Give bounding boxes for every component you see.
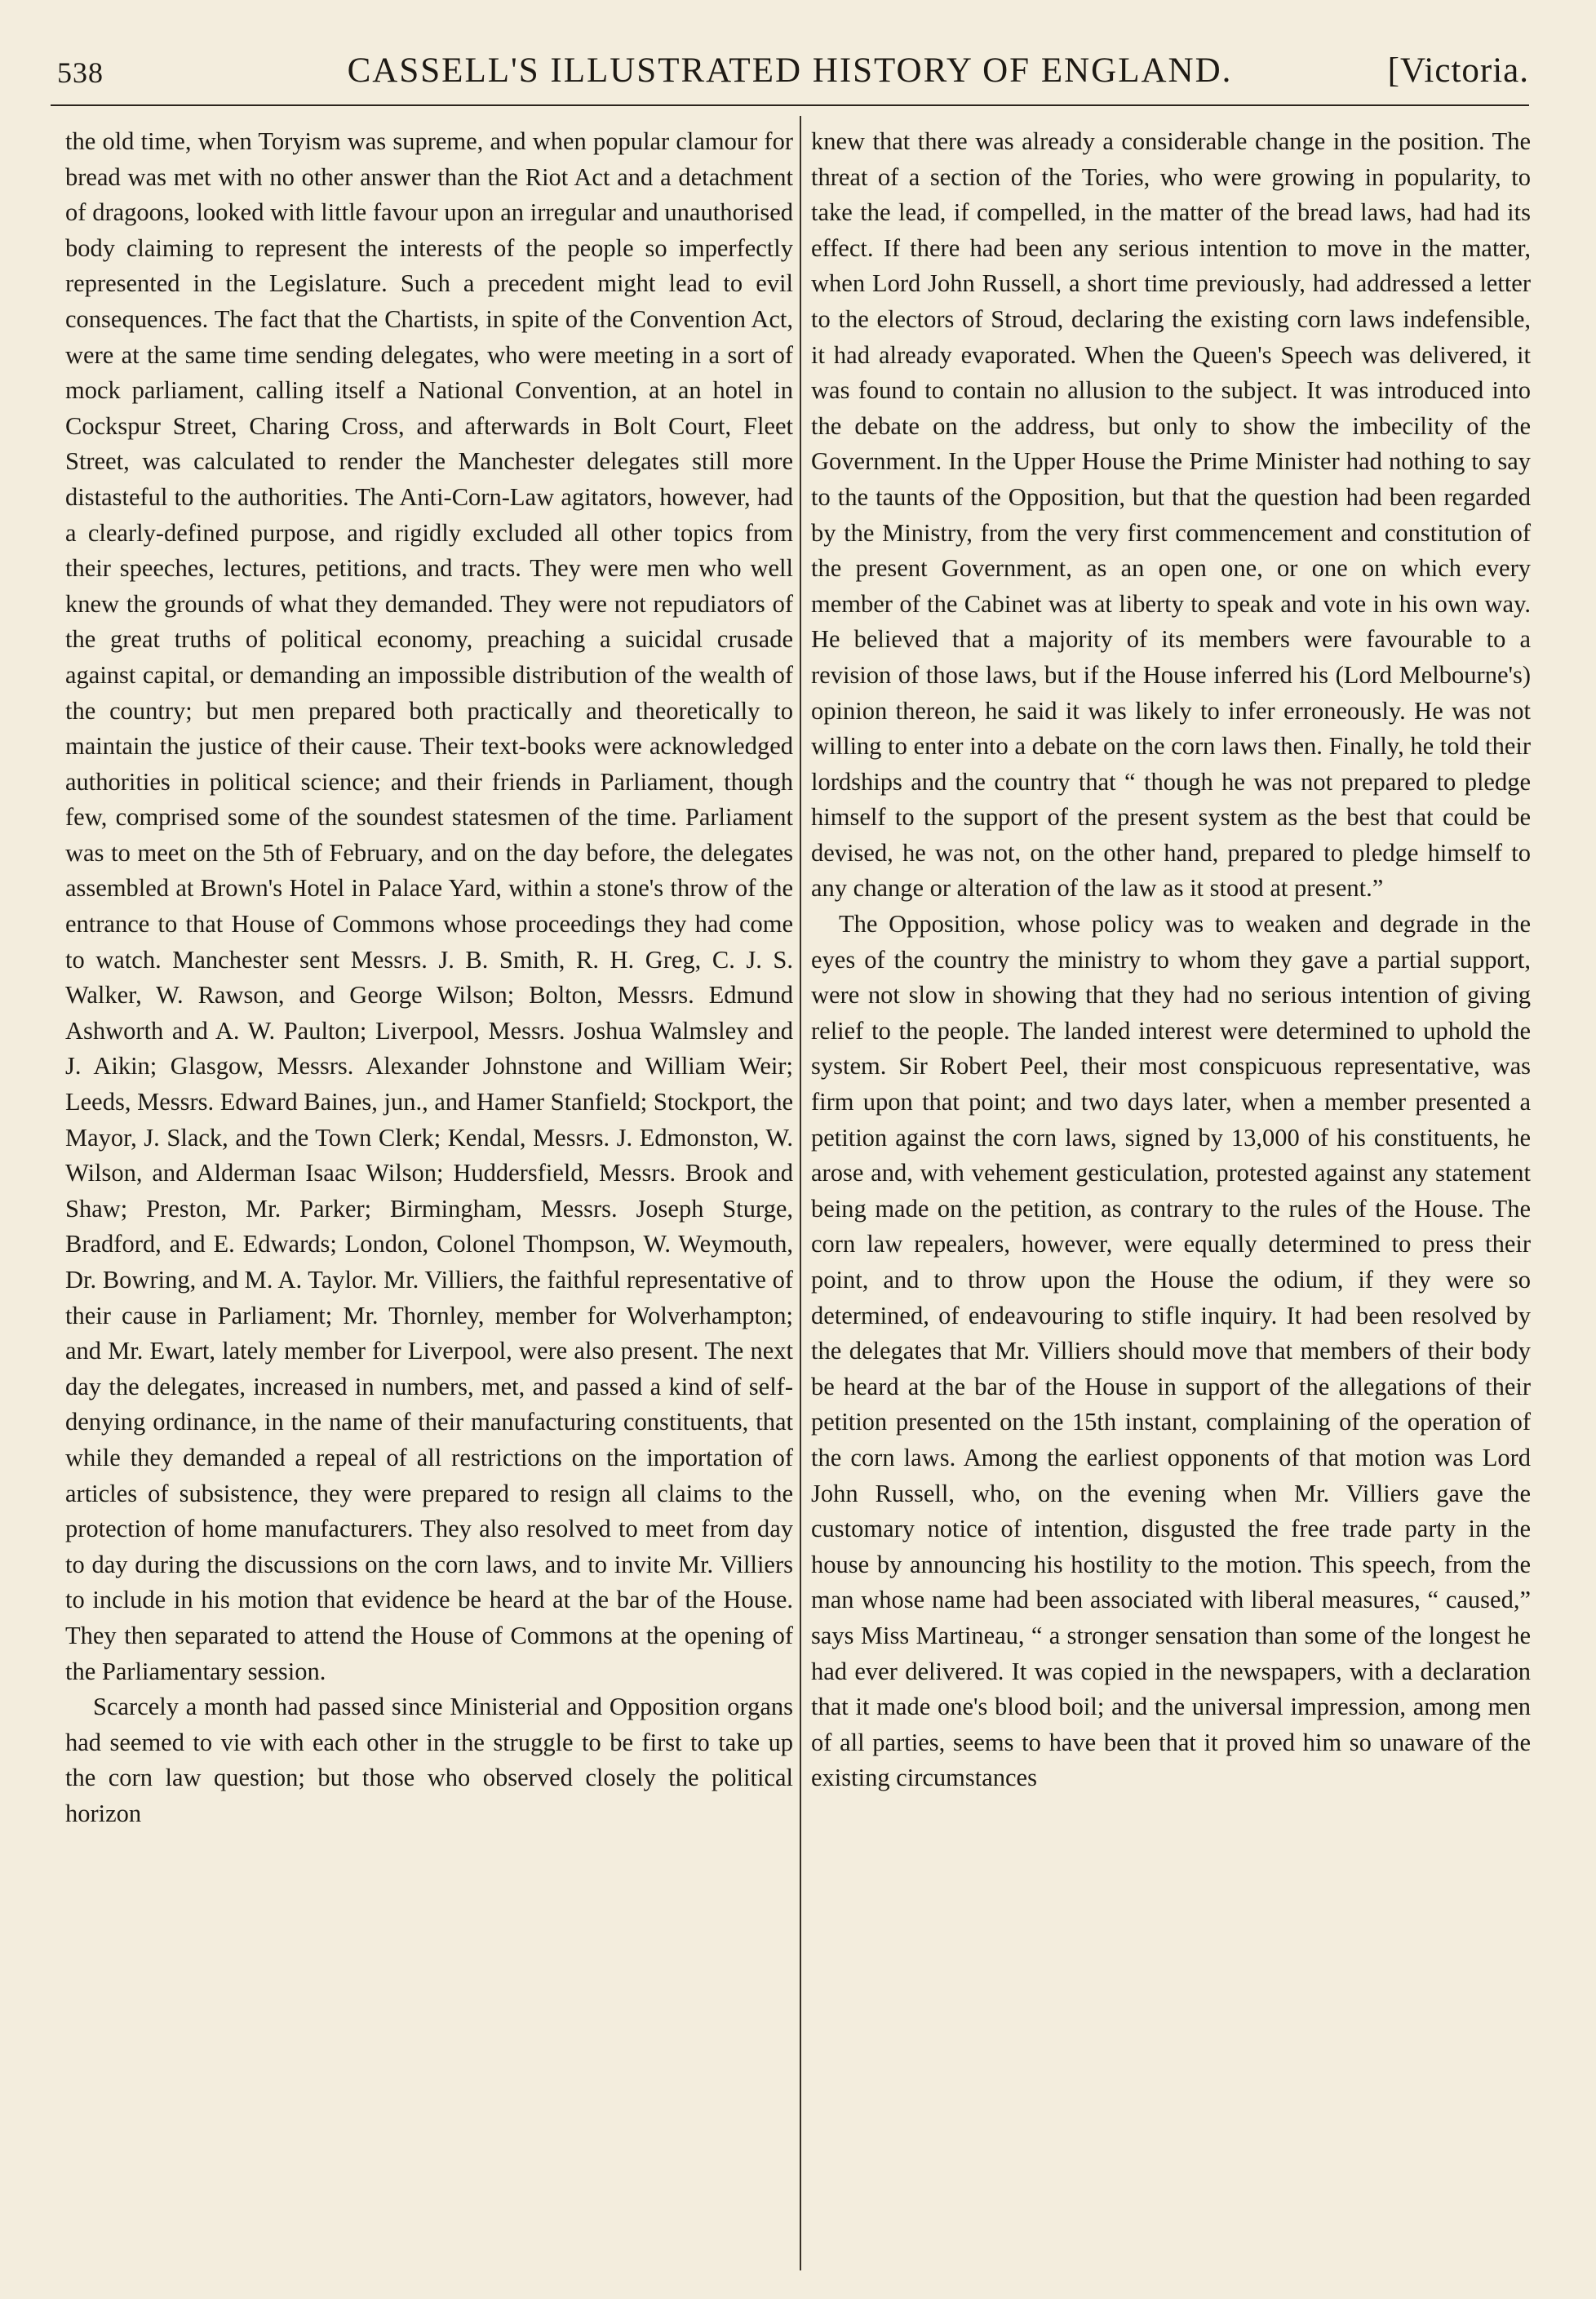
column-divider <box>800 116 801 2270</box>
running-header <box>51 47 1529 98</box>
paragraph: knew that there was already a considerable change in the position. The threat of a section of the Tories, who were growing in popularity, to take the lead, if compelled, in the matter of the bread laws, had had its effect. If there had been any serious intention to move in the matter, when Lord John Russell, a short time previously, had addressed a letter to the electors of Stroud, declaring the existing corn laws indefensible, it had already evaporated. When the Queen's Speech was delivered, it was found to contain no allusion to the subject. It was introduced into the debate on the address, but only to show the imbecility of the Government. In the Upper House the Prime Minister had nothing to say to the taunts of the Opposition, but that the question had been regarded by the Ministry, from the very first commencement and constitution of the present Government, as an open one, or one on which every member of the Cabinet was at liberty to speak and vote in his own way. He believed that a majority of its members were favourable to a revision of those laws, but if the House inferred his (Lord Melbourne's) opinion thereon, he said it was likely to infer erroneously. He was not willing to enter into a debate on the corn laws then. Finally, he told their lordships and the country that “ though he was not prepared to pledge himself to the support of the present system as the best that could be devised, he was not, on the other hand, prepared to pledge himself to any change or alteration of the law as it stood at present.” <box>811 127 1531 903</box>
header-rule <box>51 104 1529 106</box>
section-label: [Victoria. <box>1387 51 1529 90</box>
paragraph: Scarcely a month had passed since Ministerial and Opposition organs had seemed to vie with each other in the struggle to be first to take up the corn law question; but those who observed closely the political horizon <box>65 1693 793 1827</box>
paragraph: The Opposition, whose policy was to weaken and degrade in the eyes of the country the ministry to whom they gave a partial support, were not slow in showing that they had no serious intention of giving relief to the people. The landed interest were determined to uphold the system. Sir Robert Peel, their most conspicuous representative, was firm upon that point; and two days later, when a member presented a petition against the corn laws, signed by 13,000 of his constituents, he arose and, with vehement gesticulation, protested against any statement being made on the petition, as contrary to the rules of the House. The corn law repealers, however, were equally determined to press their point, and to throw upon the House the odium, if they were so determined, of endeavouring to stifle inquiry. It had been resolved by the delegates that Mr. Villiers should move that members of their body be heard at the bar of the House in support of the allegations of their petition presented on the 15th instant, complaining of the operation of the corn laws. Among the earliest opponents of that motion was Lord John Russell, who, on the evening when Mr. Villiers gave the customary notice of intention, disgusted the free trade party in the house by announcing his hostility to the motion. This speech, from the man whose name had been associated with liberal measures, “ caused,” says Miss Martineau, “ a stronger sensation than some of the longest he had ever delivered. It was copied in the newspapers, with a declaration that it made one's blood boil; and the universal impression, among men of all parties, seems to have been that it proved him so unaware of the existing circumstances <box>811 910 1531 1792</box>
running-title: CASSELL'S ILLUSTRATED HISTORY OF ENGLAND. <box>347 51 1233 90</box>
right-column <box>811 124 1531 1796</box>
paragraph: the old time, when Toryism was supreme, and when popular clamour for bread was met with no other answer than the Riot Act and a detachment of dragoons, looked with little favour upon an irregular and unauthorised body claiming to represent the interests of the people so imperfectly represented in the Legislature. Such a precedent might lead to evil consequences. The fact that the Chartists, in spite of the Convention Act, were at the same time sending delegates, who were meeting in a sort of mock parliament, calling itself a National Convention, at an hotel in Cockspur Street, Charing Cross, and afterwards in Bolt Court, Fleet Street, was calculated to render the Manchester delegates still more distasteful to the authorities. The Anti-Corn-Law agitators, however, had a clearly-defined purpose, and rigidly excluded all other topics from their speeches, lectures, petitions, and tracts. They were men who well knew the grounds of what they demanded. They were not repudiators of the great truths of political economy, preaching a suicidal crusade against capital, or demanding an impossible distribution of the wealth of the country; but men prepared both practically and theoretically to maintain the justice of their cause. Their text-books were acknowledged authorities in political science; and their friends in Parliament, though few, comprised some of the soundest statesmen of the time. Parliament was to meet on the 5th of February, and on the day before, the delegates assembled at Brown's Hotel in Palace Yard, within a stone's throw of the entrance to that House of Commons whose proceedings they had come to watch. Manchester sent Messrs. J. B. Smith, R. H. Greg, C. J. S. Walker, W. Rawson, and George Wilson; Bolton, Messrs. Edmund Ashworth and A. W. Paulton; Liverpool, Messrs. Joshua Walmsley and J. Aikin; Glasgow, Messrs. Alexander Johnstone and William Weir; Leeds, Messrs. Edward Baines, jun., and Hamer Stanfield; Stockport, the Mayor, J. Slack, and the Town Clerk; Kendal, Messrs. J. Edmonston, W. Wilson, and Alderman Isaac Wilson; Huddersfield, Messrs. Brook and Shaw; Preston, Mr. Parker; Birmingham, Messrs. Joseph Sturge, Bradford, and E. Edwards; London, Colonel Thompson, W. Weymouth, Dr. Bowring, and M. A. Taylor. Mr. Villiers, the faithful representative of their cause in Parliament; Mr. Thornley, member for Wolverhampton; and Mr. Ewart, lately member for Liverpool, were also present. The next day the delegates, increased in numbers, met, and passed a kind of self-denying ordinance, in the name of their manufacturing constituents, that while they demanded a repeal of all restrictions on the importation of articles of subsistence, they were prepared to resign all claims to the protection of home manufacturers. They also resolved to meet from day to day during the discussions on the corn laws, and to invite Mr. Villiers to include in his motion that evidence be heard at the bar of the House. They then separated to attend the House of Commons at the opening of the Parliamentary session. <box>65 127 793 1685</box>
page-number: 538 <box>57 56 104 89</box>
left-column <box>65 124 793 1832</box>
